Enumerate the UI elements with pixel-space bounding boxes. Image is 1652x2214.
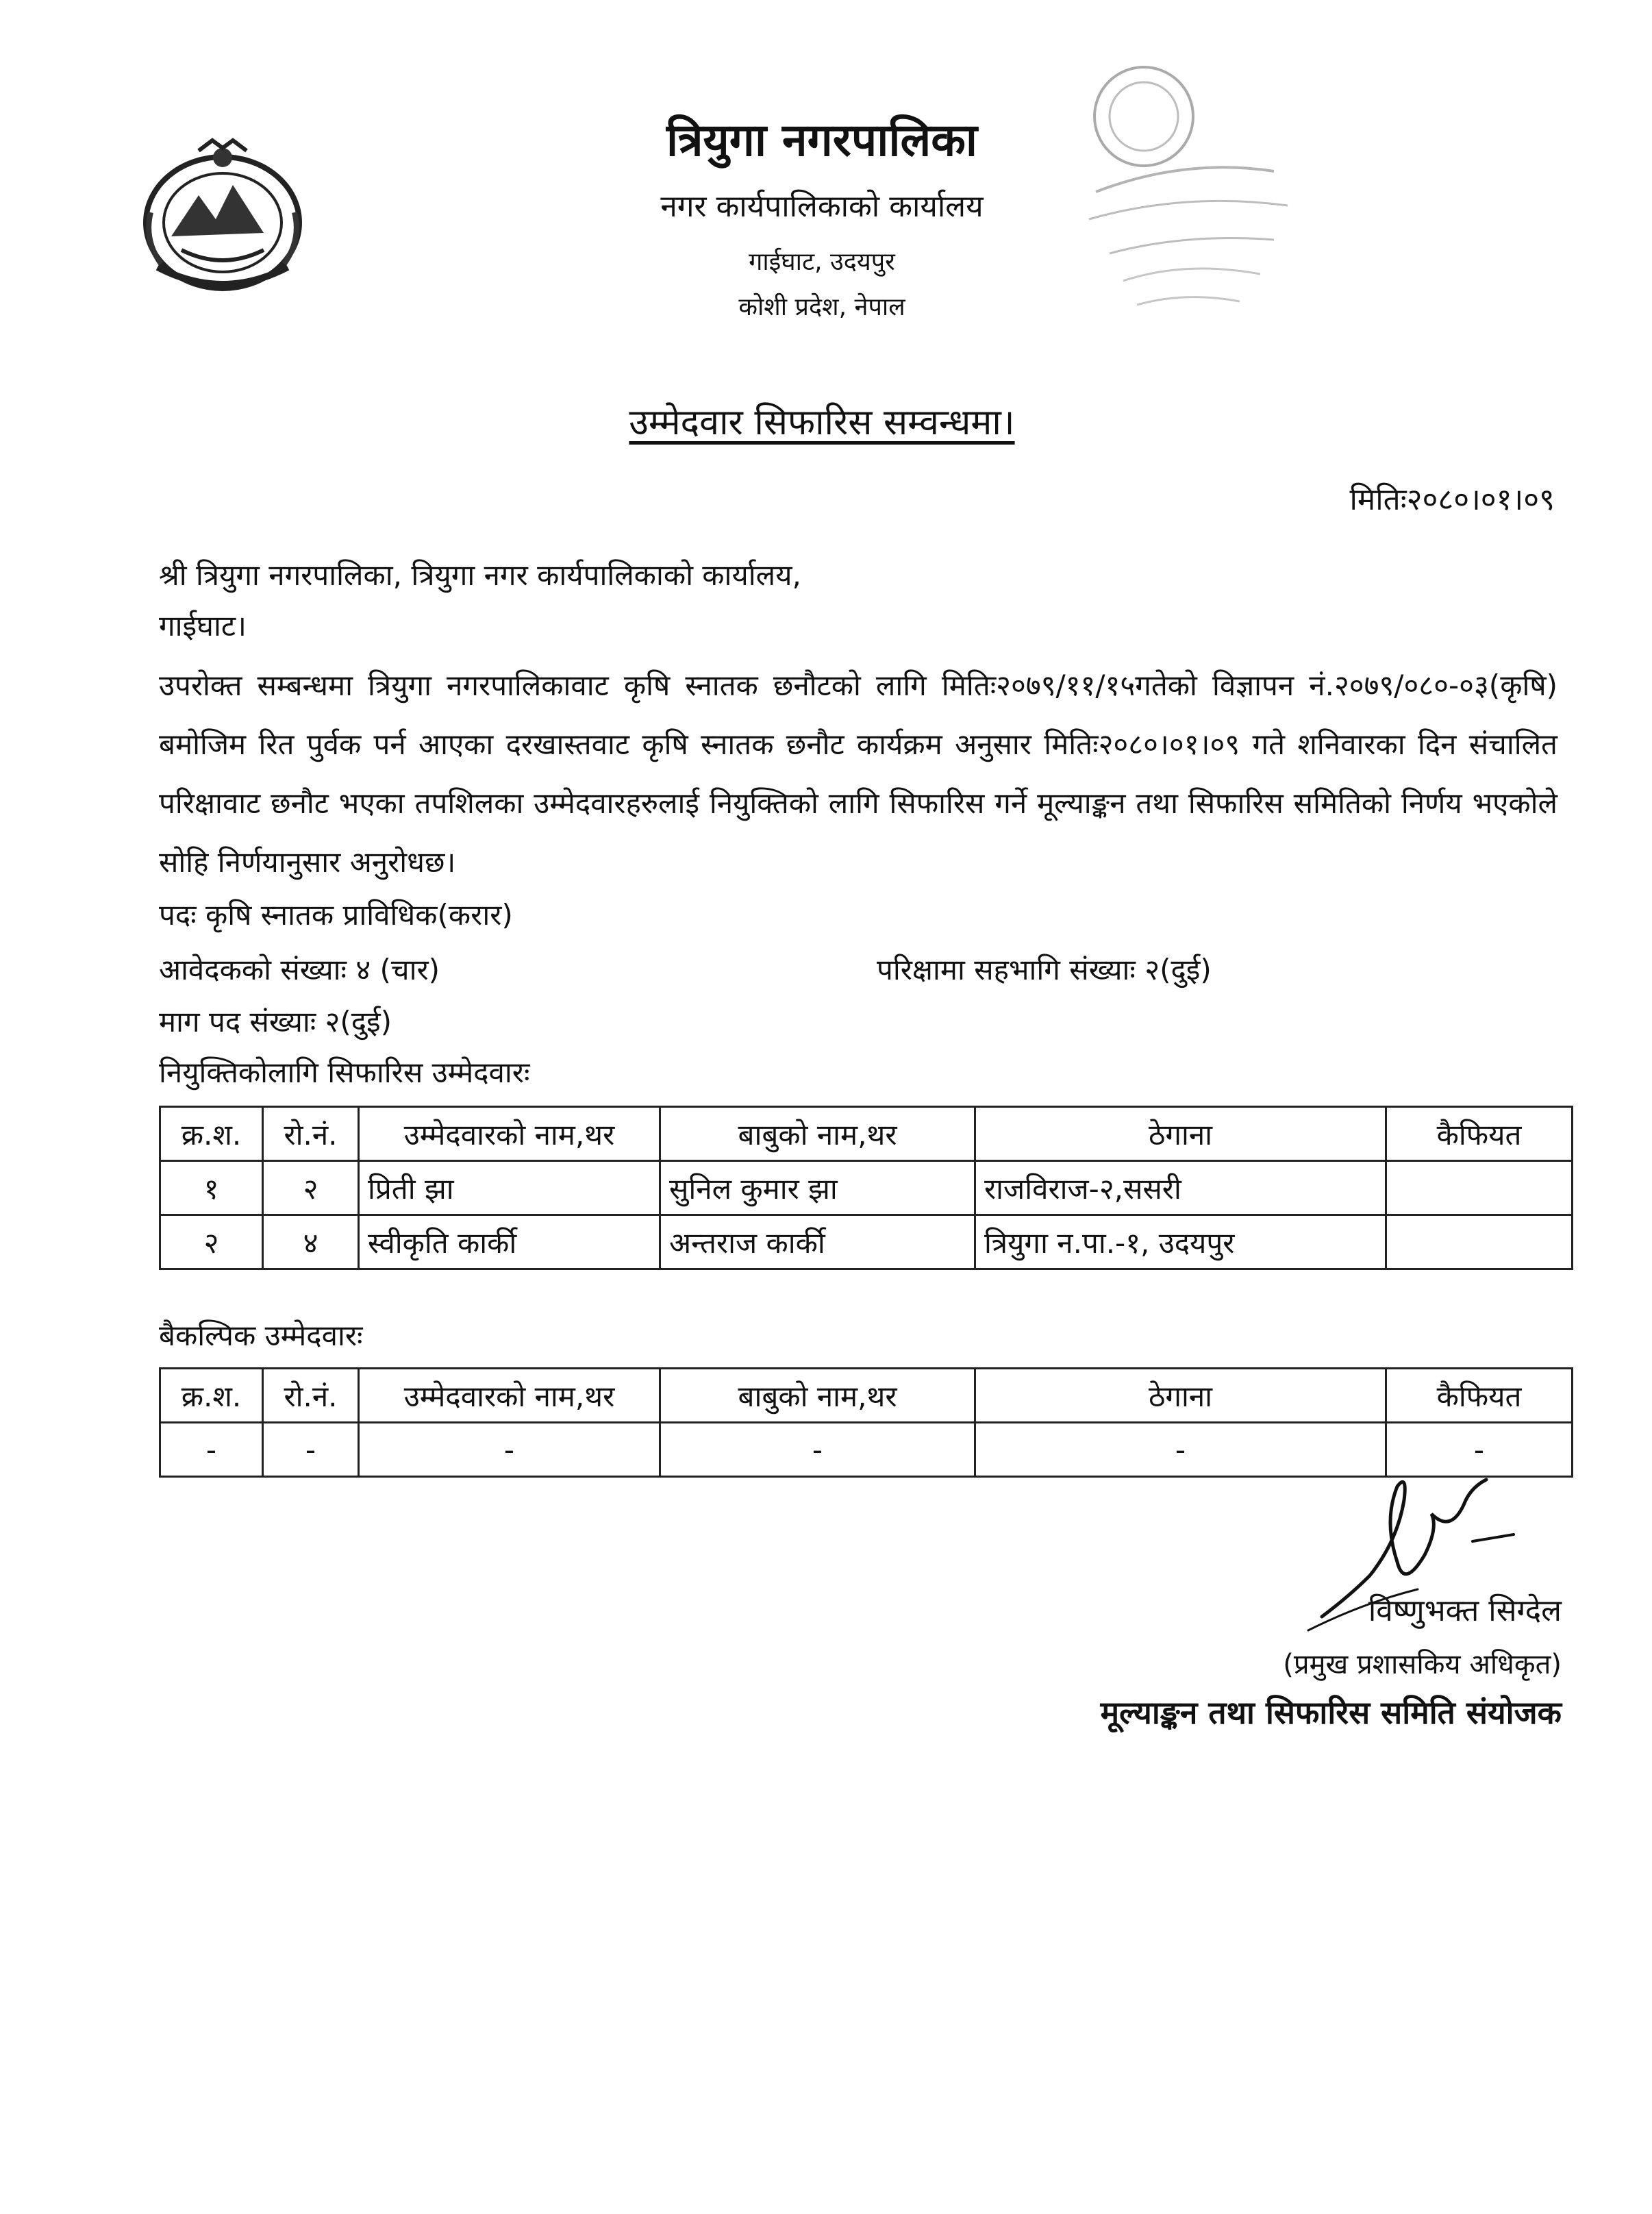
subject-heading [479, 399, 1164, 447]
column-header: बाबुको नाम,थर [660, 1107, 975, 1161]
table-cell: - [1386, 1423, 1573, 1477]
table-cell: १ [160, 1161, 263, 1215]
table-row [160, 1161, 1573, 1215]
address-line-1: गाईघाट, उदयपुर [749, 248, 895, 276]
table-cell: ४ [263, 1215, 359, 1269]
recipient-line-1: श्री त्रियुगा नगरपालिका, त्रियुगा नगर कार्यपालिकाको कार्यालय, [159, 558, 801, 592]
applicant-count: आवेदकको संख्याः ४ (चार) [159, 953, 440, 986]
column-header: कैफियत [1386, 1107, 1573, 1161]
address-line-2: कोशी प्रदेश, नेपाल [738, 293, 905, 321]
column-header: क्र.श. [160, 1107, 263, 1161]
recipient-line-2: गाईघाट। [159, 609, 247, 643]
table-cell: - [359, 1423, 660, 1477]
organization-name: त्रियुगा नगरपालिका [666, 114, 978, 166]
column-header: उम्मेदवारको नाम,थर [359, 1107, 660, 1161]
table-cell: - [660, 1423, 975, 1477]
table-cell: - [975, 1423, 1386, 1477]
table-cell: अन्तराज कार्की [660, 1215, 975, 1269]
signatory-title: (प्रमुख प्रशासकिय अधिकृत) [1283, 1649, 1562, 1680]
body-paragraph: उपरोक्त सम्बन्धमा त्रियुगा नगरपालिकावाट कृषि स्नातक छनौटको लागि मितिः२०७९/११/१५गतेको विज्ञापन नं.२०७९/०८०-०३(कृषि) बमोजिम रित पुर्वक पर्न आएका दरखास्तवाट कृषि स्नातक छनौट कार्यक्रम अनुसार मितिः२०८०।०१।०९ गते शनिवारका दिन संचालित परिक्षावाट छनौट भएका तपशिलका उम्मेदवारहरुलाई नियुक्तिको लागि सिफारिस गर्ने मूल्याङ्कन तथा सिफारिस समितिको निर्णय भएकोले सोहि निर्णयानुसार अनुरोधछ। [159, 669, 1557, 879]
column-header: ठेगाना [975, 1369, 1386, 1423]
office-name: नगर कार्यपालिकाको कार्यालय [660, 189, 984, 224]
column-header: क्र.श. [160, 1369, 263, 1423]
column-header: ठेगाना [975, 1107, 1386, 1161]
column-header: कैफियत [1386, 1369, 1573, 1423]
table-cell: त्रियुगा न.पा.-१, उदयपुर [975, 1215, 1386, 1269]
table-cell: - [263, 1423, 359, 1477]
table-header-row [160, 1369, 1573, 1423]
column-header: उम्मेदवारको नाम,थर [359, 1369, 660, 1423]
recommended-heading: नियुक्तिकोलागि सिफारिस उम्मेदवारः [159, 1056, 530, 1089]
demand-count: माग पद संख्याः २(दुई) [159, 1005, 392, 1038]
table-cell: सुनिल कुमार झा [660, 1161, 975, 1215]
column-header: रो.नं. [263, 1107, 359, 1161]
column-header: रो.नं. [263, 1369, 359, 1423]
table-cell: प्रिती झा [359, 1161, 660, 1215]
table-cell: २ [160, 1215, 263, 1269]
column-header: बाबुको नाम,थर [660, 1369, 975, 1423]
table-cell: - [160, 1423, 263, 1477]
participant-count: परिक्षामा सहभागि संख्याः २(दुई) [877, 953, 1212, 986]
signatory-name: विष्णुभक्त सिग्देल [1368, 1593, 1562, 1628]
table-cell [1386, 1215, 1573, 1269]
table-cell: स्वीकृति कार्की [359, 1215, 660, 1269]
recommended-table [159, 1106, 1573, 1270]
table-row [160, 1215, 1573, 1269]
table-cell: राजविराज-२,ससरी [975, 1161, 1386, 1215]
nepal-emblem-icon [130, 130, 315, 301]
post-detail: पदः कृषि स्नातक प्राविधिक(करार) [159, 898, 513, 932]
letter-date: मितिः२०८०।०१।०९ [1349, 482, 1555, 517]
table-cell: २ [263, 1161, 359, 1215]
table-header-row [160, 1107, 1573, 1161]
subject-text: उम्मेदवार सिफारिस सम्वन्धमा। [629, 402, 1015, 443]
alternate-heading: बैकल्पिक उम्मेदवारः [159, 1319, 363, 1352]
signatory-role: मूल्याङ्कन तथा सिफारिस समिति संयोजक [1100, 1694, 1562, 1731]
table-cell [1386, 1161, 1573, 1215]
